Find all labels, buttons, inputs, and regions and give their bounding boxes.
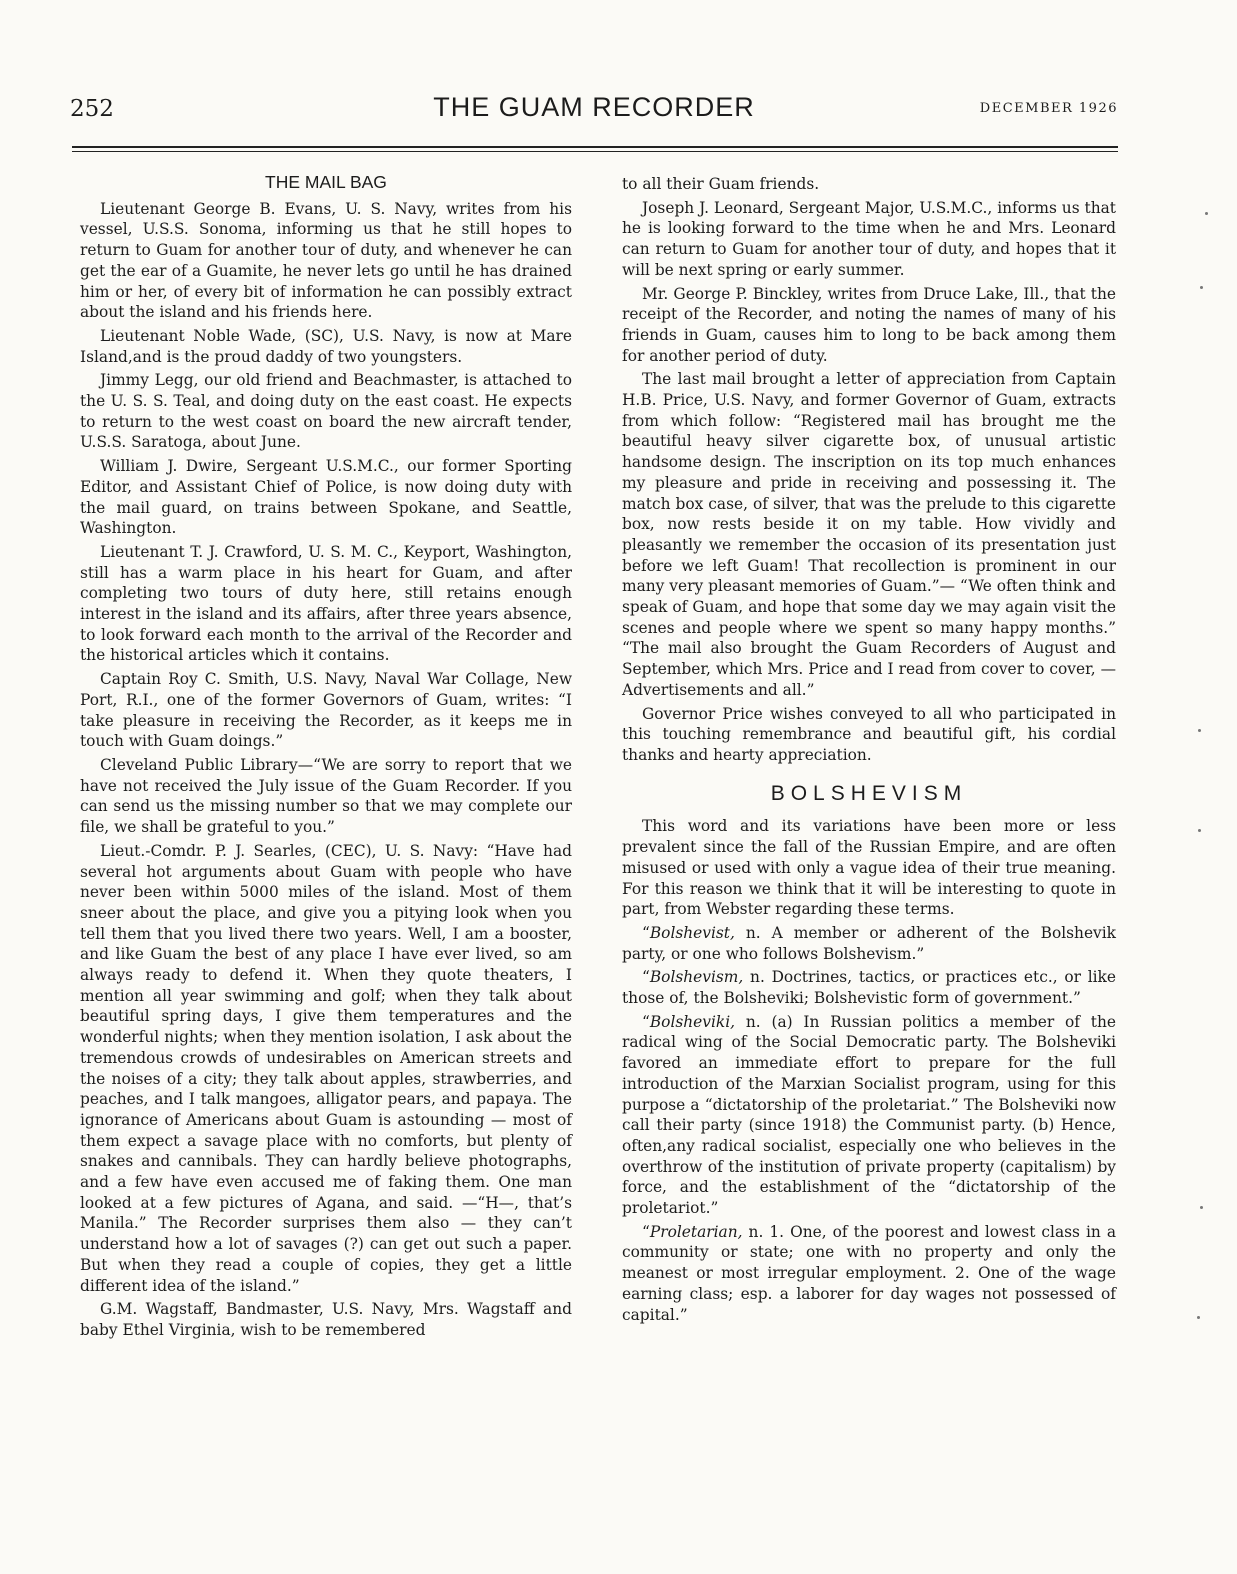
- page-number: 252: [70, 96, 114, 122]
- left-column: [80, 172, 572, 1344]
- mail-bag-paragraph: Cleveland Public Library—“We are sorry to report that we have not received the July issue of the Guam Recorder. If you can send us the missing number so that we may complete our file, we shall be grateful to you.”: [80, 755, 572, 837]
- mail-bag-paragraph: Lieutenant Noble Wade, (SC), U.S. Navy, is now at Mare Island,and is the proud daddy of two youngsters.: [80, 326, 572, 366]
- mail-bag-paragraph: Jimmy Legg, our old friend and Beachmaster, is attached to the U. S. S. Teal, and doing duty on the east coast. He expects to return to the west coast on board the new aircraft tender, U.S.S. Saratoga, about June.: [80, 371, 572, 452]
- mail-bag-paragraph: Captain Roy C. Smith, U.S. Navy, Naval War Collage, New Port, R.I., one of the former Governors of Guam, writes: “I take pleasure in receiving the Recorder, as it keeps me in touch with Guam doings.”: [80, 670, 572, 751]
- print-speck: [1200, 286, 1203, 289]
- page-header: [70, 92, 1118, 132]
- publication-title: THE GUAM RECORDER: [433, 92, 755, 122]
- bolshevism-intro: This word and its variations have been more or less prevalent since the fall of the Russian Empire, and are often misused or used with only a vague idea of their true meaning. For this reason we think that it will be interesting to quote in part, from Webster regarding these terms.: [622, 817, 1116, 919]
- definition-text: n. (a) In Russian politics a member of the radical wing of the Social Democratic party. The Bolsheviki favored an immediate effort to prepare for the full introduction of the Marxian Socialist program, using for this purpose a “dictatorship of the proletariat.” The Bolsheviki now call their party (since 1918) the Communist party. (b) Hence, often,any radical socialist, especially one who believes in the overthrow of the institution of private property (capitalism) by force, and the establishment of the “dictatorship of the proletariot.”: [622, 1012, 1116, 1218]
- mail-bag-title: THE MAIL BAG: [265, 172, 387, 192]
- header-rule-bottom: [72, 151, 1118, 152]
- definition-entry: “Bolsheviki, n. (a) In Russian politics a member of the radical wing of the Social Democratic party. The Bolsheviki favored an immediate effort to prepare for the full introduction of the Marxian Socialist program, using for this purpose a “dictatorship of the proletariat.” The Bolsheviki now call their party (since 1918) the Communist party. (b) Hence, often,any radical socialist, especially one who believes in the overthrow of the institution of private property (capitalism) by force, and the establishment of the “dictatorship of the proletariot.”: [622, 1012, 1116, 1218]
- print-speck: [1198, 829, 1201, 832]
- header-rule-top: [72, 146, 1118, 148]
- definition-text: n. Doctrines, tactics, or practices etc., or like those of, the Bolsheviki; Bolshevistic form of government.”: [622, 968, 1116, 1008]
- definition-entry: “Bolshevist, n. A member or adherent of the Bolshevik party, or one who follows Bolshevism.”: [622, 923, 1116, 963]
- mail-bag-paragraph: William J. Dwire, Sergeant U.S.M.C., our former Sporting Editor, and Assistant Chief of Police, is now doing duty with the mail guard, on trains between Spokane, and Seattle, Washington.: [80, 457, 572, 538]
- mail-bag-paragraph: Lieutenant T. J. Crawford, U. S. M. C., Keyport, Washington, still has a warm place in his heart for Guam, and after completing two tours of duty here, still retains enough interest in the island and its affairs, after three years absence, to look forward each month to the arrival of the Recorder and the historical articles which it contains.: [80, 542, 572, 665]
- mail-bag-paragraph: G.M. Wagstaff, Bandmaster, U.S. Navy, Mrs. Wagstaff and baby Ethel Virginia, wish to be remembered: [80, 1300, 572, 1339]
- print-speck: [1197, 1316, 1200, 1319]
- print-speck: [1205, 212, 1208, 215]
- definition-term: Proletarian,: [649, 1222, 743, 1241]
- definition-term: Bolsheviki,: [649, 1012, 736, 1031]
- issue-date: DECEMBER 1926: [979, 101, 1118, 116]
- definition-term: Bolshevist,: [649, 923, 735, 942]
- print-speck: [1198, 729, 1201, 732]
- print-speck: [1200, 1206, 1203, 1209]
- mail-bag-paragraph: The last mail brought a letter of appreciation from Captain H.B. Price, U.S. Navy, and former Governor of Guam, extracts from which follow: “Registered mail has brought me the beautiful heavy silver cigarette box, of unusual artistic handsome design. The inscription on its top much enhances my pleasure and pride in receiving and possessing it. The match box case, of silver, that was the prelude to this cigarette box, now rests beside it on my table. How vividly and pleasantly we remember the occasion of its presentation just before we left Guam! That recollection is prominent in our many very pleasant memories of Guam.”— “We often think and speak of Guam, and hope that some day we may again visit the scenes and people where we spent so many happy months.” “The mail also brought the Guam Recorders of August and September, which Mrs. Price and I read from cover to cover, — Advertisements and all.”: [622, 370, 1116, 699]
- definition-text: n. 1. One, of the poorest and lowest class in a community or state; one with no property and only the meanest or most irregular employment. 2. One of the wage earning class; esp. a laborer for day wages not possessed of capital.”: [622, 1222, 1116, 1324]
- bolshevism-title: BOLSHEVISM: [770, 781, 968, 805]
- definition-entry: “Proletarian, n. 1. One, of the poorest and lowest class in a community or state; one with no property and only the meanest or most irregular employment. 2. One of the wage earning class; esp. a laborer for day wages not possessed of capital.”: [622, 1222, 1116, 1324]
- definition-text: n. A member or adherent of the Bolshevik party, or one who follows Bolshevism.”: [622, 923, 1116, 963]
- definition-term: Bolshevism,: [649, 968, 744, 987]
- right-column: [622, 174, 1116, 1328]
- mail-bag-continuation: to all their Guam friends.: [622, 175, 820, 193]
- mail-bag-paragraph: Mr. George P. Binckley, writes from Druce Lake, Ill., that the receipt of the Recorder, and noting the names of many of his friends in Guam, causes him to long to be back among them for another period of duty.: [622, 284, 1116, 365]
- mail-bag-paragraph: Lieutenant George B. Evans, U. S. Navy, writes from his vessel, U.S.S. Sonoma, informing us that he still hopes to return to Guam for another tour of duty, and whenever he can get the ear of a Guamite, he never lets go until he has drained him or her, of every bit of information he can possibly extract about the island and his friends here.: [80, 199, 572, 322]
- mail-bag-paragraph: Governor Price wishes conveyed to all who participated in this touching remembrance and beautiful gift, his cordial thanks and hearty appreciation.: [622, 704, 1116, 764]
- definition-entry: “Bolshevism, n. Doctrines, tactics, or practices etc., or like those of, the Bolsheviki; Bolshevistic form of government.”: [622, 968, 1116, 1008]
- mail-bag-paragraph: Joseph J. Leonard, Sergeant Major, U.S.M.C., informs us that he is looking forward to the time when he and Mrs. Leonard can return to Guam for another tour of duty, and hopes that it will be next spring or early summer.: [622, 198, 1116, 279]
- mail-bag-paragraph: Lieut.-Comdr. P. J. Searles, (CEC), U. S. Navy: “Have had several hot arguments about Guam with people who have never been within 5000 miles of the island. Most of them sneer about the place, and give you a pitying look when you tell them that you lived there two years. Well, I am a booster, and like Guam the best of any place I have ever lived, so am always ready to defend it. When they quote theaters, I mention all year swimming and golf; when they talk about beautiful spring days, I give them temperatures and the wonderful nights; when they mention isolation, I ask about the tremendous crowds of undesirables on American streets and the noises of a city; they talk about apples, strawberries, and peaches, and I talk mangoes, alligator pears, and papaya. The ignorance of Americans about Guam is astounding — most of them expect a savage place with no comforts, but plenty of snakes and cannibals. They can hardly believe photographs, and a few have even accused me of faking them. One man looked at a few pictures of Agana, and said. —“H—, that’s Manila.” The Recorder surprises them also — they can’t understand how a lot of savages (?) can get out such a paper. But when they read a couple of copies, they get a little different idea of the island.”: [80, 841, 572, 1295]
